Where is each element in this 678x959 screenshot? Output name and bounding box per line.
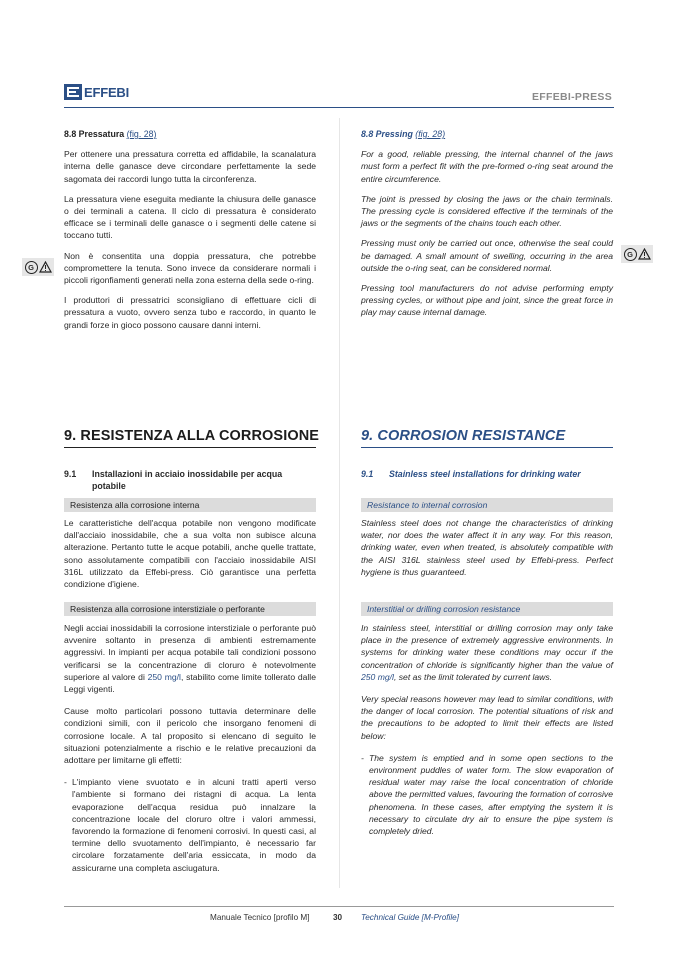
footer-rule	[64, 906, 614, 907]
it-88-p2: La pressatura viene eseguita mediante la chiusura delle ganasce o dei terminali a catena. Il ciclo di pressatura è considerato efficace se i terminali delle ganasce o i segmenti delle catene si toccano tutti.	[64, 193, 316, 241]
en-9-p1: Stainless steel does not change the characteristics of drinking water, nor does the water affect it in any way. For this reason, drinking water, even when treated, is absolutely compatible with the AISI 316L stainless steel used by Effebi-press. Perfect hygiene is thus guaranteed.	[361, 518, 613, 577]
it-88-p4: I produttori di pressatrici sconsigliano di effettuare cicli di pressatura a vuoto, ovvero senza tubo e raccordo, in quanto le grandi forze in gioco possono causare danni interni.	[64, 295, 316, 330]
it-section-8-8	[64, 128, 316, 331]
en-band-interstitial-corrosion: Interstitial or drilling corrosion resistance	[361, 602, 613, 616]
footer-left-label: Manuale Tecnico [profilo M]	[210, 913, 310, 922]
it-title-rule	[64, 447, 316, 448]
it-chloride-limit: 250 mg/l	[147, 671, 181, 682]
en-sub-9-1: 9.1 Stainless steel installations for drinking water	[361, 469, 581, 479]
en-title-rule	[361, 447, 613, 448]
it-9-p2: Negli acciai inossidabili la corrosione interstiziale o perforante può avvenire soltanto in presenza di ambienti estremamente aggressivi. In impianti per acqua potabile tali condizioni possono verificarsi se la concentrazione di cloruro è notevolmente superiore al valore di 250 mg/l, stabilito come limite tollerato dalle Leggi vigenti.	[64, 623, 316, 695]
it-9-p3: Cause molto particolari possono tuttavia determinare delle condizioni simili, con il pericolo che insorgano fenomeni di corrosione locale. A tal proposito si elencano di seguito le situazioni potenzialmente a rischio e le relative precauzioni da adottare per limitarne gli effetti:	[64, 706, 316, 766]
it-band-interstitial-corrosion: Resistenza alla corrosione interstiziale o perforante	[64, 602, 316, 616]
column-divider	[339, 118, 340, 888]
it-88-p3: Non è consentita una doppia pressatura, che potrebbe compromettere la tenuta. Sono invece da considerare normali i piccoli rigonfiamenti generati nella zona esterna della sede o-ring.	[64, 250, 316, 286]
it-fig-ref-link[interactable]: (fig. 28)	[126, 129, 157, 139]
header-rule	[64, 107, 614, 108]
header-product-label: EFFEBI-PRESS	[531, 91, 612, 103]
en-9-body-2	[361, 622, 613, 837]
en-9-body-1	[361, 517, 613, 578]
g-letter-icon: G	[624, 248, 637, 261]
en-9-p3: Very special reasons however may lead to similar conditions, with the danger of local corrosion. The potential situations of risk and the precautions to be adopted to limit their effects are listed below:	[361, 694, 613, 741]
en-section-9-title: 9. CORROSION RESISTANCE	[361, 428, 566, 444]
en-section-8-8	[361, 128, 613, 319]
en-heading-8-8: 8.8 Pressing (fig. 28)	[361, 129, 446, 139]
en-88-p1: For a good, reliable pressing, the internal channel of the jaws must form a perfect fit with the pre-formed o-ring seat around the entire circumference.	[361, 149, 613, 184]
it-section-9-title: 9. RESISTENZA ALLA CORROSIONE	[64, 428, 320, 444]
en-88-p4: Pressing tool manufacturers do not advise performing empty pressing cycles, or without pipe and joint, since the great force in play may cause internal damage.	[361, 283, 613, 318]
g-letter-icon: G	[25, 261, 38, 274]
en-chloride-limit: 250 mg/l	[361, 671, 394, 682]
brand-logo	[64, 84, 129, 100]
en-9-bullet: - The system is emptied and in some open sections to the environment puddles of water form. The slow evaporation of residual water may raise the local concentration of chloride above the permitted values, favouring the formation of corrosive phenomena. In these cases, after emptying the system it is necessary to circulate dry air to ensure the pipe system is completely dried.	[361, 752, 613, 837]
page-number: 30	[333, 913, 343, 922]
warning-triangle-icon	[638, 248, 651, 260]
en-band-internal-corrosion: Resistance to internal corrosion	[361, 498, 613, 512]
it-heading-8-8: 8.8 Pressatura (fig. 28)	[64, 129, 157, 139]
it-88-p1: Per ottenere una pressatura corretta ed affidabile, la scanalatura interna delle ganasce deve circondare perfettamente la sede sagomata dei raccordi lungo tutta la circonferenza.	[64, 149, 316, 184]
en-fig-ref-link[interactable]: (fig. 28)	[415, 129, 446, 139]
en-88-p2: The joint is pressed by closing the jaws or the chain terminals. The pressing cycle is considered effective if the terminals of the jaws or the segments of the chains touch each other.	[361, 193, 613, 229]
it-band-internal-corrosion: Resistenza alla corrosione interna	[64, 498, 316, 512]
it-9-body-2	[64, 622, 316, 874]
warning-badge-left	[22, 258, 54, 276]
it-9-p1: Le caratteristiche dell'acqua potabile non vengono modificate dall'acciaio inossidabile, che a sua volta non subisce alcuna alterazione. Pertanto tutte le acque potabili, anche quelle trattate, sono assolutamente compatibili con l'acciaio inossidabile AISI 316L utilizzato da Effebi-press. Ciò garantisce una perfetta condizione d'igiene.	[64, 518, 316, 590]
en-9-p2: In stainless steel, interstitial or drilling corrosion may only take place in the presence of extremely aggressive environments. In systems for drinking water these conditions may occur if the concentration of chloride is significantly higher than the value of 250 mg/l, set as the limit tolerated by current laws.	[361, 623, 613, 682]
warning-triangle-icon	[39, 261, 52, 273]
it-sub-9-1: 9.1 Installazioni in acciaio inossidabile per acqua potabile	[64, 469, 283, 491]
brand-name: EFFEBI	[84, 84, 130, 100]
footer-right-label: Technical Guide [M-Profile]	[361, 913, 459, 922]
it-9-bullet: - L'impianto viene svuotato e in alcuni tratti aperti verso l'ambiente si formano dei ristagni di acqua. La lenta evaporazione dell'acqua residua può innalzare la concentrazione locale del cloruro oltre i valori ammessi, favorendo la formazione di fenomeni corrosivi. In questi casi, al termine dello svuotamento dell'impianto, è necessario far circolare forzatamente dell'aria essiccata, in modo da assicurarne una completa asciugatura.	[64, 777, 316, 873]
effebi-logo-icon	[64, 84, 82, 100]
it-9-body-1	[64, 517, 316, 590]
warning-badge-right	[621, 245, 653, 263]
en-88-p3: Pressing must only be carried out once, otherwise the seal could be damaged. A small amount of swelling, occurring in the area outside the o-ring seat, can be considered normal.	[361, 238, 613, 273]
